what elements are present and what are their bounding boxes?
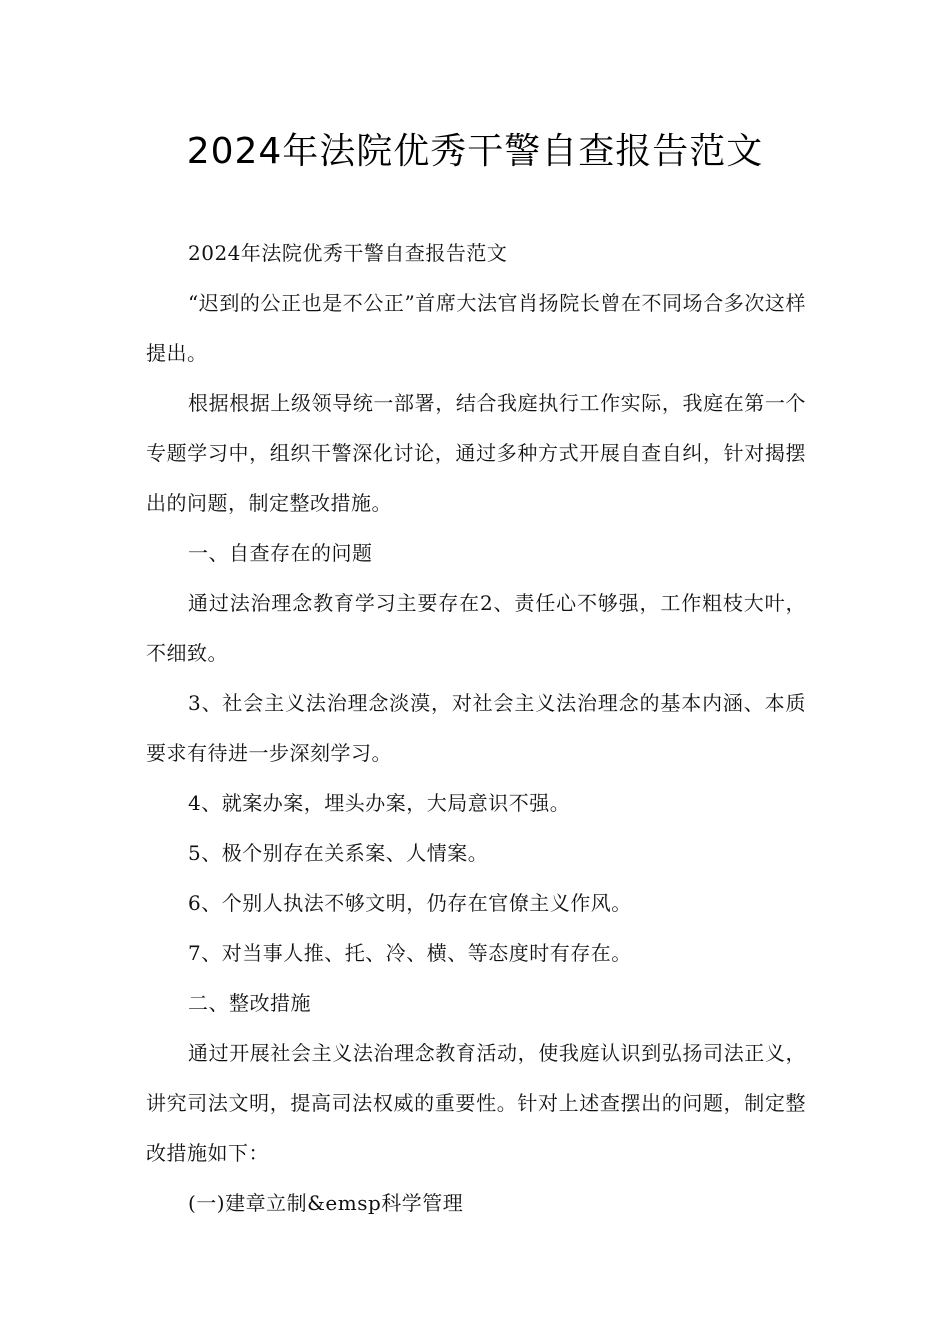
- paragraph-problem-5: 5、极个别存在关系案、人情案。: [188, 841, 489, 865]
- document-title: 2024年法院优秀干警自查报告范文: [186, 131, 764, 172]
- paragraph-quote: “迟到的公正也是不公正”首席大法官肖扬院长曾在不同场合多次这样提出。: [146, 291, 806, 365]
- subsection-heading-1: (一)建章立制&emsp科学管理: [188, 1191, 464, 1215]
- section-heading-measures: 二、整改措施: [188, 991, 311, 1015]
- paragraph-problem-7: 7、对当事人推、托、冷、横、等态度时有存在。: [188, 941, 632, 965]
- paragraph-problem-4: 4、就案办案，埋头办案，大局意识不强。: [188, 791, 571, 815]
- section-heading-problems: 一、自查存在的问题: [188, 541, 373, 565]
- paragraph-subtitle: 2024年法院优秀干警自查报告范文: [188, 241, 508, 265]
- paragraph-measures-intro: 通过开展社会主义法治理念教育活动，使我庭认识到弘扬司法正义，讲究司法文明，提高司法权威的重要性。针对上述查摆出的问题，制定整改措施如下：: [146, 1041, 806, 1165]
- document-body: [146, 228, 806, 1228]
- paragraph-problem-6: 6、个别人执法不够文明，仍存在官僚主义作风。: [188, 891, 632, 915]
- paragraph-intro: 根据根据上级领导统一部署，结合我庭执行工作实际，我庭在第一个专题学习中，组织干警深化讨论，通过多种方式开展自查自纠，针对揭摆出的问题，制定整改措施。: [146, 391, 806, 515]
- paragraph-problem-3: 3、社会主义法治理念淡漠，对社会主义法治理念的基本内涵、本质要求有待进一步深刻学习。: [146, 691, 806, 765]
- paragraph-problem-2: 通过法治理念教育学习主要存在2、责任心不够强，工作粗枝大叶，不细致。: [146, 591, 806, 665]
